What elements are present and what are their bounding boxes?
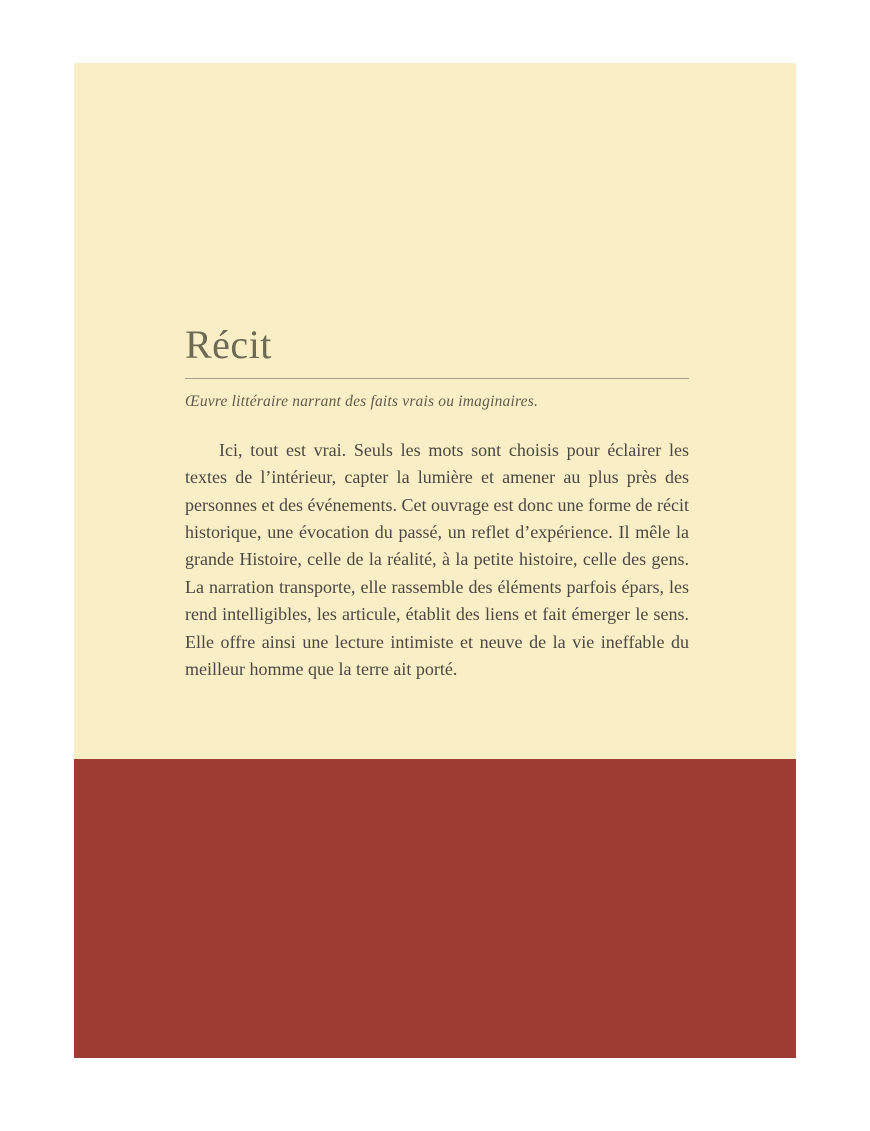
page-subtitle: Œuvre littéraire narrant des faits vrais ou imaginaires. [185,393,539,410]
title-divider [185,378,689,379]
page-content [185,324,689,683]
page-lower-color-band [74,759,796,1058]
body-paragraph: Ici, tout est vrai. Seuls les mots sont choisis pour éclairer les textes de l’intérieur, capter la lumière et amener au plus près des personnes et des événements. Cet ouvrage est donc une forme de récit historique, une évocation du passé, un reflet d’expérience. Il mêle la grande Histoire, celle de la réalité, à la petite histoire, celle des gens. La narration transporte, elle rassemble des éléments parfois épars, les rend intelligibles, les articule, établit des liens et fait émerger le sens. Elle offre ainsi une lecture intimiste et neuve de la vie ineffable du meilleur homme que la terre ait porté. [185,440,689,679]
page-title: Récit [185,322,272,367]
document-page [74,63,796,1058]
